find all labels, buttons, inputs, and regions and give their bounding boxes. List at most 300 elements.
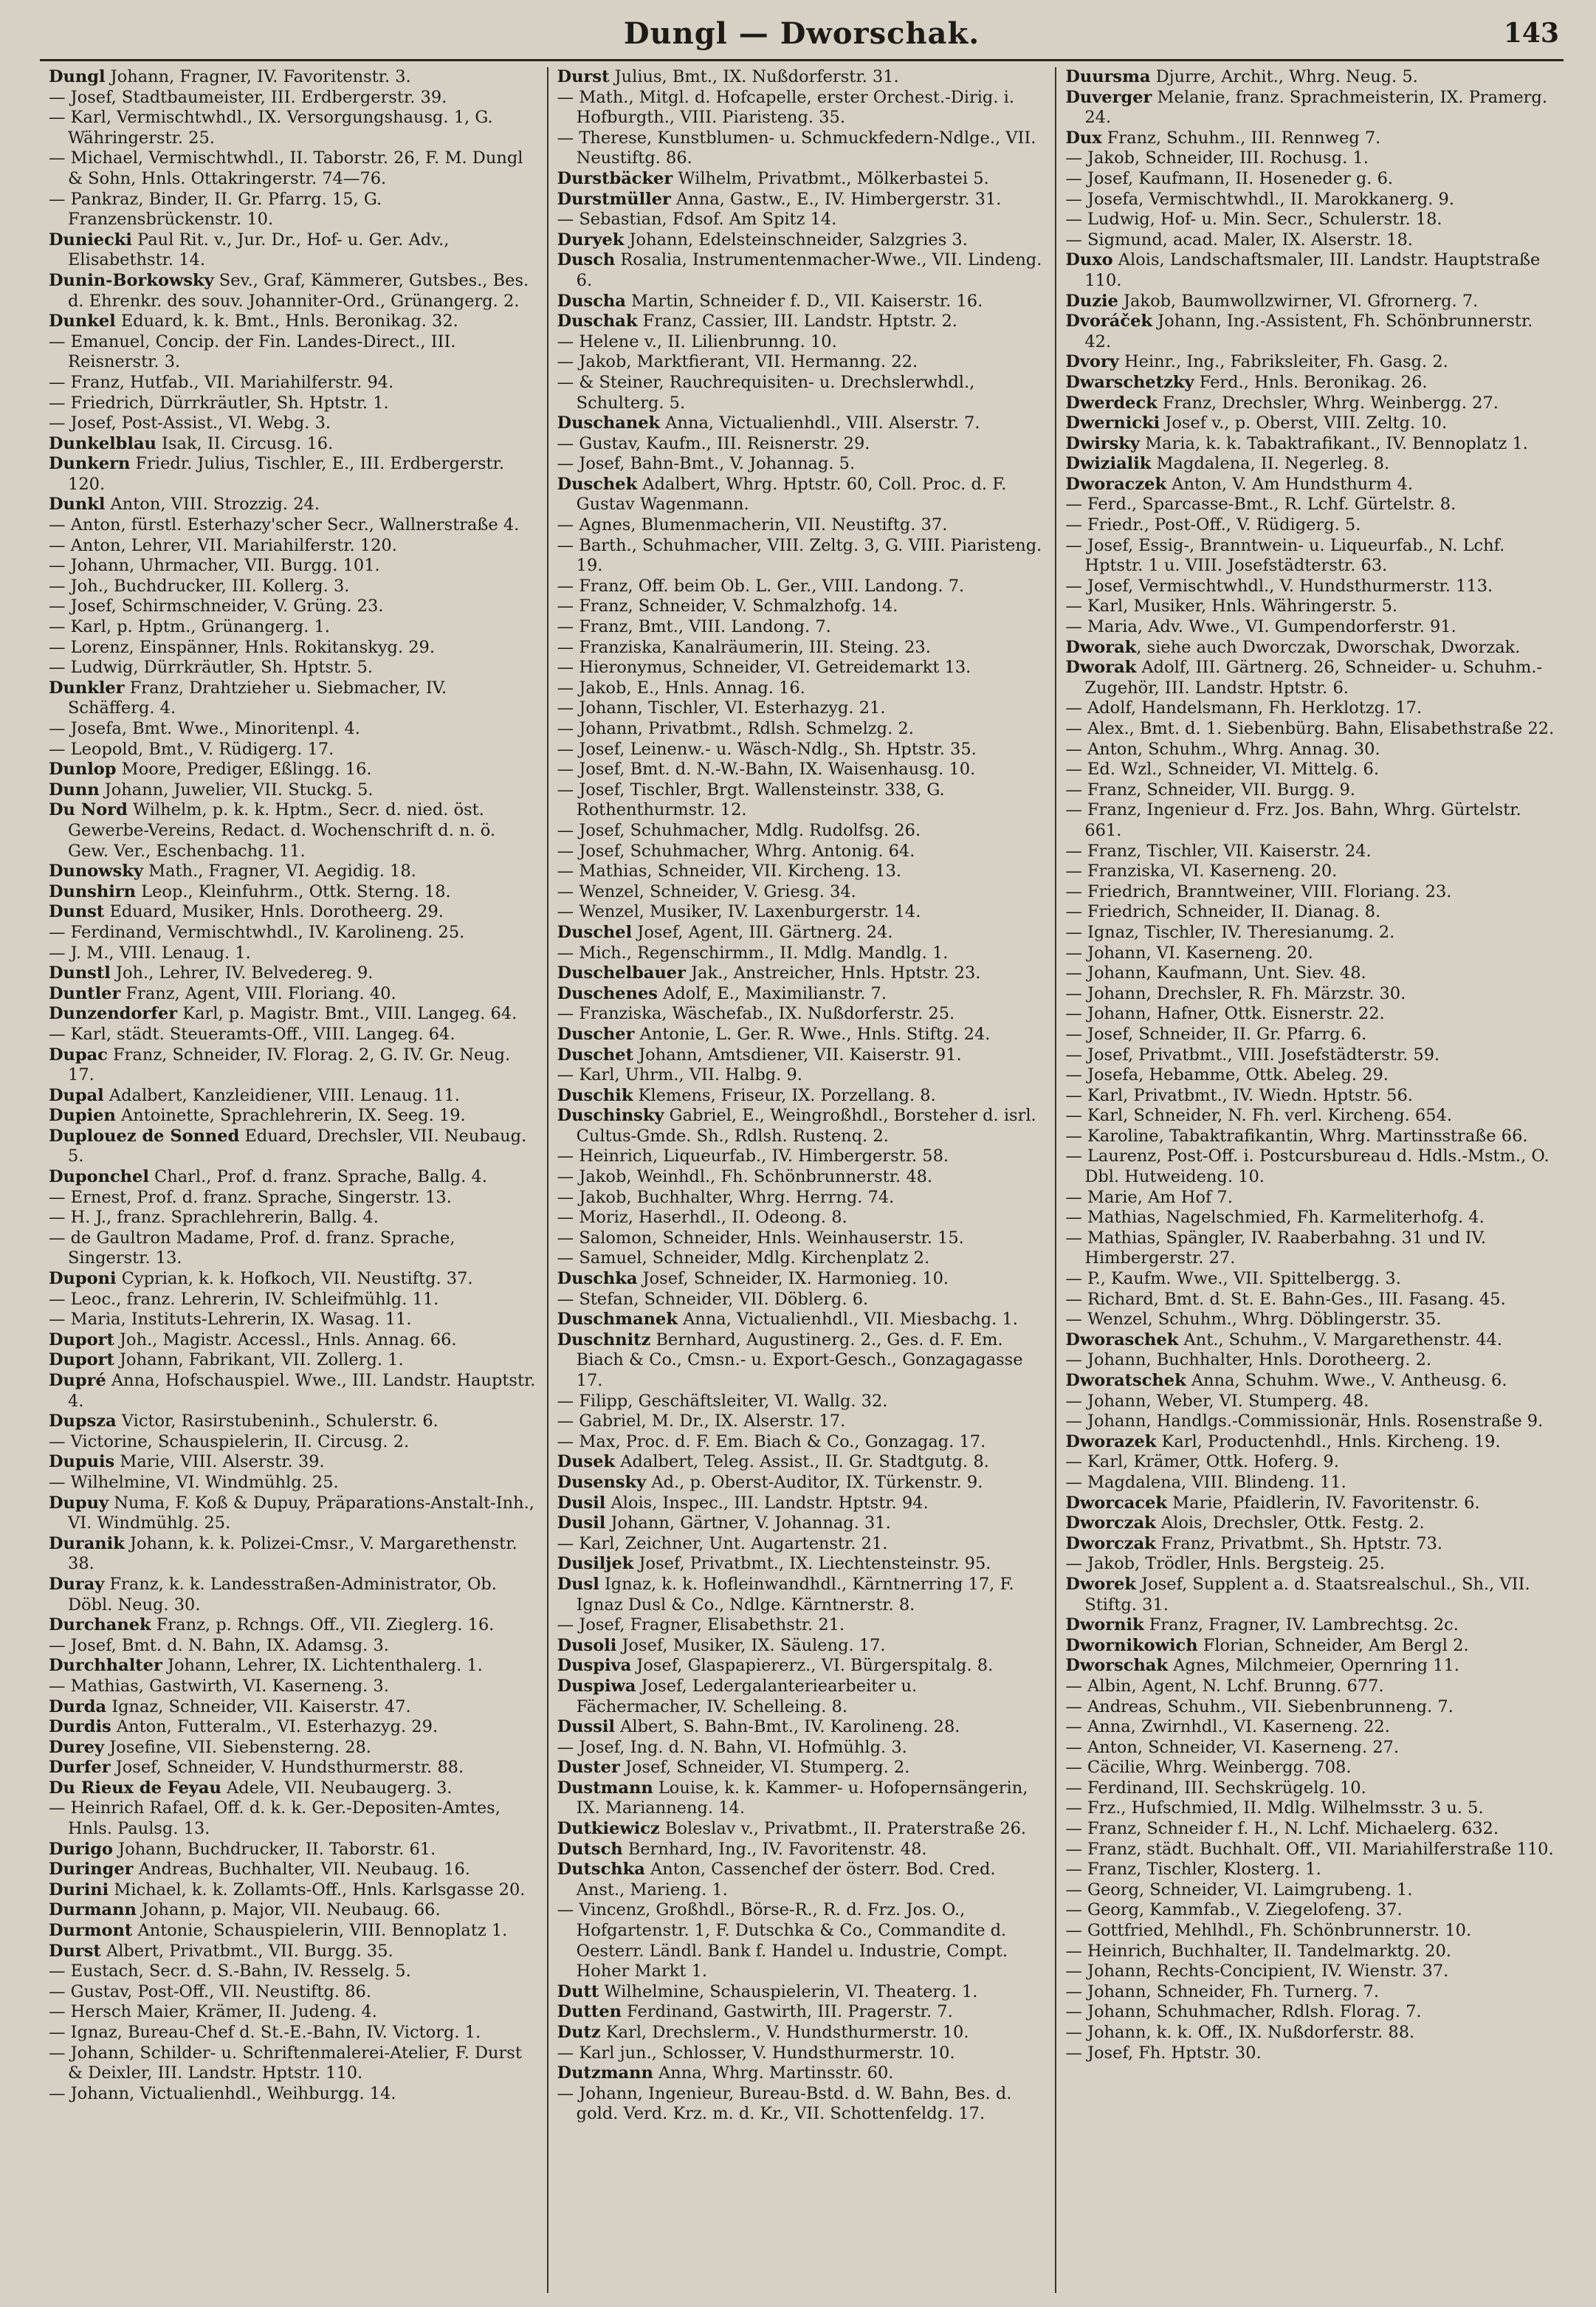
entry-text: — Michael, Vermischtwhdl., II. Taborstr. 26, F. M. Dungl & Sohn, Hnls. Ottakringerstr. 74—76. [49, 148, 523, 188]
entry-text: Johann, Fabrikant, VII. Zollerg. 1. [114, 1350, 404, 1370]
directory-entry [557, 862, 1047, 882]
directory-entry [557, 454, 1047, 475]
entry-text: — Josefa, Hebamme, Ottk. Abeleg. 29. [1065, 1065, 1389, 1085]
entry-surname: Dworczak [1065, 1533, 1156, 1553]
directory-entry [49, 393, 538, 414]
entry-text: — Math., Mitgl. d. Hofcapelle, erster Orchest.-Dirig. i. Hofburgth., VIII. Piaristeng. 35. [557, 87, 1014, 128]
directory-entry [1065, 719, 1555, 740]
directory-entry [49, 1717, 538, 1738]
entry-surname: Durey [49, 1737, 105, 1757]
entry-text: Karl, p. Magistr. Bmt., VIII. Langeg. 64. [177, 1004, 517, 1024]
directory-entry [557, 821, 1047, 842]
directory-entry [557, 1290, 1047, 1310]
entry-text: — Josef, Vermischtwhdl., V. Hundsthurmerstr. 113. [1065, 576, 1493, 596]
directory-entry [1065, 250, 1555, 291]
directory-entry [49, 1962, 538, 1982]
entry-surname: Dussil [557, 1717, 615, 1737]
directory-entry [1065, 882, 1555, 903]
entry-surname: Duster [557, 1758, 620, 1778]
entry-surname: Dutt [557, 1981, 599, 2001]
entry-text: Josefine, VII. Siebensterng. 28. [104, 1737, 371, 1757]
entry-text: — Franziska, VI. Kaserneng. 20. [1065, 862, 1338, 881]
entry-text: Johann, p. Major, VII. Neubaug. 66. [136, 1900, 441, 1920]
entry-text: Adolf, E., Maximilianstr. 7. [657, 983, 887, 1003]
entry-text: Johann, Lehrer, IX. Lichtenthalerg. 1. [162, 1656, 483, 1676]
directory-entry [1065, 596, 1555, 617]
entry-text: — Mathias, Schneider, VII. Kircheng. 13. [557, 862, 902, 881]
entry-surname: Dwerdeck [1065, 393, 1158, 413]
entry-text: — Franz, Hutfab., VII. Mariahilferstr. 94. [49, 372, 394, 392]
entry-surname: Durst [49, 1941, 101, 1961]
entry-text: — Franz, Tischler, VII. Kaiserstr. 24. [1065, 841, 1372, 861]
entry-text: Florian, Schneider, Am Bergl 2. [1197, 1635, 1469, 1655]
directory-entry [1065, 413, 1555, 434]
directory-entry [1065, 1575, 1555, 1615]
directory-entry [1065, 1004, 1555, 1025]
entry-text: — Josef, Ing. d. N. Bahn, VI. Hofmühlg. 3. [557, 1737, 907, 1757]
directory-entry [1065, 454, 1555, 475]
entry-text: Antonie, L. Ger. R. Wwe., Hnls. Stiftg. 24. [634, 1024, 991, 1044]
entry-text: Adalbert, Whrg. Hptstr. 60, Coll. Proc. d. F. Gustav Wagenmann. [576, 474, 1007, 515]
entry-surname: Durmann [49, 1900, 137, 1920]
entry-surname: Duponchel [49, 1167, 149, 1187]
entry-surname: Dusoli [557, 1635, 617, 1655]
directory-entry [49, 1758, 538, 1778]
entry-text: — Friedrich, Dürrkräutler, Sh. Hptstr. 1. [49, 393, 389, 413]
directory-entry [1065, 2002, 1555, 2023]
entry-text: Victor, Rasirstubeninh., Schulerstr. 6. [116, 1412, 438, 1431]
directory-entry [557, 1167, 1047, 1188]
entry-text: Heinr., Ing., Fabriksleiter, Fh. Gasg. 2. [1118, 352, 1448, 372]
entry-text: Ferdinand, Gastwirth, III. Pragerstr. 7. [622, 2002, 953, 2022]
directory-entry [557, 1248, 1047, 1269]
entry-text: — Maria, Adv. Wwe., VI. Gumpendorferstr. 91. [1065, 617, 1456, 637]
entry-surname: Duschanek [557, 413, 661, 433]
entry-text: — Johann, Drechsler, R. Fh. Märzstr. 30. [1065, 983, 1406, 1003]
directory-entry [557, 292, 1047, 312]
entry-text: — Ed. Wzl., Schneider, VI. Mittelg. 6. [1065, 760, 1380, 780]
entry-text: Louise, k. k. Kammer- u. Hofopernsängerin, IX. Marianneng. 14. [576, 1778, 1028, 1818]
entry-text: Ignaz, k. k. Hofleinwandhdl., Kärntnerring 17, F. Ignaz Dusl & Co., Ndlge. Kärntnerstr. 8. [576, 1574, 1014, 1615]
entry-text: — Karl, Uhrm., VII. Halbg. 9. [557, 1065, 802, 1085]
entry-text: — Johann, Hafner, Ottk. Eisnerstr. 22. [1065, 1004, 1385, 1024]
directory-entry [49, 1636, 538, 1657]
entry-text: — Johann, Victualienhdl., Weihburgg. 14. [49, 2083, 396, 2103]
entry-surname: Durchanek [49, 1615, 151, 1635]
entry-surname: Dwornikowich [1065, 1635, 1198, 1655]
directory-entry [49, 1677, 538, 1697]
entry-text: — Johann, Weber, VI. Stumperg. 48. [1065, 1391, 1369, 1411]
entry-surname: Dux [1065, 128, 1102, 148]
entry-text: — Anton, Lehrer, VII. Mariahilferstr. 120. [49, 535, 397, 555]
directory-entry [1065, 1412, 1555, 1432]
directory-entry [49, 1534, 538, 1575]
directory-entry [49, 1860, 538, 1880]
entry-text: — Karl, Schneider, N. Fh. verl. Kircheng. 654. [1065, 1106, 1452, 1126]
directory-entry [1065, 1350, 1555, 1371]
directory-entry [1065, 740, 1555, 760]
directory-entry [557, 638, 1047, 659]
entry-surname: Dupuy [49, 1493, 109, 1513]
entry-surname: Dunin-Borkowsky [49, 270, 214, 290]
directory-entry [1065, 1900, 1555, 1921]
directory-entry [1065, 292, 1555, 312]
entry-surname: Duursma [1065, 67, 1151, 86]
entry-text: — Wilhelmine, VI. Windmühlg. 25. [49, 1472, 339, 1492]
directory-entry [49, 230, 538, 271]
directory-entry [557, 2043, 1047, 2064]
entry-surname: Du Rieux de Feyau [49, 1778, 221, 1798]
entry-text: — Eustach, Secr. d. S.-Bahn, IV. Resselg. 5. [49, 1962, 411, 1981]
entry-surname: Dungl [49, 67, 106, 86]
directory-entry [1065, 1432, 1555, 1453]
directory-entry [1065, 1982, 1555, 2003]
entry-text: Eduard, k. k. Bmt., Hnls. Beronikag. 32. [115, 312, 458, 331]
entry-surname: Dworschak [1065, 1656, 1168, 1676]
entry-text: — Josef, Stadtbaumeister, III. Erdbergerstr. 39. [49, 87, 447, 107]
directory-entry [557, 332, 1047, 353]
directory-entry [49, 984, 538, 1005]
entry-text: Anna, Whrg. Martinsstr. 60. [653, 2063, 894, 2083]
entry-text: Josef, Glaspapiererz., VI. Bürgerspitalg. 8. [631, 1656, 994, 1676]
entry-text: Franz, Drechsler, Whrg. Weinbergg. 27. [1157, 393, 1499, 413]
entry-text: Jakob, Baumwollzwirner, VI. Gfrornerg. 7. [1118, 291, 1479, 311]
entry-text: Anton, V. Am Hundsthurm 4. [1166, 474, 1413, 494]
entry-text: — Friedrich, Schneider, II. Dianag. 8. [1065, 902, 1381, 922]
directory-entry [557, 1636, 1047, 1657]
entry-text: Wilhelm, p. k. k. Hptm., Secr. d. nied. öst. Gewerbe-Vereins, Redact. d. Wochenschrift d. n. ö. Gew. Ver., Eschenbachg. 11. [68, 800, 496, 861]
directory-entry [557, 1412, 1047, 1432]
entry-text: — Franz, Schneider, VII. Burgg. 9. [1065, 780, 1355, 800]
entry-text: Ferd., Hnls. Beronikag. 26. [1194, 372, 1428, 392]
entry-text: — Leopold, Bmt., V. Rüdigerg. 17. [49, 739, 334, 759]
entry-text: — Salomon, Schneider, Hnls. Weinhauserstr. 15. [557, 1228, 964, 1248]
directory-entry [557, 1840, 1047, 1860]
entry-surname: Dworazek [1065, 1431, 1157, 1451]
entry-surname: Durchhalter [49, 1656, 162, 1676]
entry-text: Anton, VIII. Strozzig. 24. [105, 495, 320, 515]
entry-text: — Mathias, Nagelschmied, Fh. Karmeliterhofg. 4. [1065, 1208, 1485, 1228]
directory-entry [49, 780, 538, 801]
directory-entry [1065, 800, 1555, 841]
entry-text: — Ignaz, Tischler, IV. Theresianumg. 2. [1065, 922, 1395, 942]
entry-surname: Dunst [49, 902, 105, 922]
directory-entry [1065, 1636, 1555, 1657]
entry-text: Alois, Landschaftsmaler, III. Landstr. Hauptstraße 110. [1084, 250, 1541, 290]
entry-text: — H. J., franz. Sprachlehrerin, Ballg. 4. [49, 1208, 379, 1228]
directory-entry [557, 1717, 1047, 1738]
entry-text: — Samuel, Schneider, Mdlg. Kirchenplatz 2. [557, 1248, 930, 1268]
entry-text: — Franz, Schneider f. H., N. Lchf. Michaelerg. 632. [1065, 1819, 1499, 1839]
entry-surname: Dunzendorfer [49, 1004, 178, 1024]
entry-text: — Johann, Schuhmacher, Rdlsh. Florag. 7. [1065, 2002, 1422, 2022]
entry-surname: Dutsch [557, 1839, 623, 1859]
entry-surname: Duspiwa [557, 1676, 636, 1696]
directory-entry [557, 2023, 1047, 2043]
directory-entry [557, 882, 1047, 903]
entry-text: — Josefa, Bmt. Wwe., Minoritenpl. 4. [49, 719, 360, 738]
directory-entry [49, 1452, 538, 1473]
directory-entry [557, 413, 1047, 434]
entry-surname: Durfer [49, 1758, 111, 1778]
entry-text: Anna, Victualienhdl., VII. Miesbachg. 1. [677, 1310, 1018, 1330]
directory-entry [557, 1146, 1047, 1167]
directory-entry [557, 1452, 1047, 1473]
entry-text: Rosalia, Instrumentenmacher-Wwe., VII. Lindeng. 6. [576, 250, 1042, 290]
entry-surname: Duschel [557, 922, 633, 942]
entry-text: Josef, Privatbmt., IX. Liechtensteinstr. 95. [633, 1554, 991, 1574]
directory-entry [557, 1025, 1047, 1045]
entry-text: — Heinrich, Buchhalter, II. Tandelmarktg. 20. [1065, 1941, 1451, 1961]
entry-text: Bernhard, Augustinerg. 2., Ges. d. F. Em. Biach & Co., Cmsn.- u. Export-Gesch., Gonzagagasse 17. [576, 1330, 1023, 1390]
directory-entry [49, 1188, 538, 1208]
entry-surname: Dunkl [49, 495, 106, 515]
directory-entry [557, 2002, 1047, 2023]
directory-entry [557, 923, 1047, 943]
entry-text: — Max, Proc. d. F. Em. Biach & Co., Gonzagag. 17. [557, 1431, 986, 1451]
entry-surname: Duscher [557, 1024, 635, 1044]
entry-text: — Ferdinand, III. Sechskrügelg. 10. [1065, 1778, 1366, 1798]
directory-entry [49, 800, 538, 862]
entry-text: — Karl, Vermischtwhdl., IX. Versorgungshausg. 1, G. Währingerstr. 25. [49, 108, 493, 148]
directory-entry [49, 740, 538, 760]
entry-surname: Dvory [1065, 352, 1119, 372]
directory-entry [557, 1554, 1047, 1575]
entry-surname: Dunkern [49, 454, 131, 474]
directory-entry [557, 902, 1047, 923]
entry-text: Boleslav v., Privatbmt., II. Praterstraße 26. [659, 1819, 1027, 1839]
entry-text: Gabriel, E., Weingroßhdl., Borsteher d. isrl. Cultus-Gmde. Sh., Rdlsh. Rustenq. 2. [576, 1106, 1036, 1146]
entry-text: — Adolf, Handelsmann, Fh. Herklotzg. 17. [1065, 698, 1423, 718]
entry-text: — Josef, Post-Assist., VI. Webg. 3. [49, 413, 331, 433]
directory-entry [1065, 1962, 1555, 1982]
entry-text: — Jakob, Schneider, III. Rochusg. 1. [1065, 148, 1369, 168]
entry-surname: Dutz [557, 2023, 601, 2042]
entry-surname: Duntler [49, 983, 121, 1003]
directory-entry [557, 434, 1047, 455]
entry-surname: Duxo [1065, 250, 1113, 270]
entry-text: Cyprian, k. k. Hofkoch, VII. Neustiftg. 37. [116, 1269, 473, 1289]
directory-entry [557, 67, 1047, 88]
entry-surname: Duverger [1065, 87, 1152, 107]
entry-text: Johann, Edelsteinschneider, Salzgries 3. [624, 230, 968, 250]
directory-entry [49, 2023, 538, 2043]
entry-text: — Mathias, Spängler, IV. Raaberbahng. 31 und IV. Himbergerstr. 27. [1065, 1228, 1487, 1268]
directory-entry [1065, 1127, 1555, 1147]
directory-entry [1065, 1473, 1555, 1493]
directory-entry [557, 719, 1047, 740]
entry-text: — Johann, Schilder- u. Schriftenmalerei-Atelier, F. Durst & Deixler, III. Landstr. Hptstr. 110. [49, 2043, 522, 2083]
entry-text: Marie, Pfaidlerin, IV. Favoritenstr. 6. [1166, 1493, 1480, 1513]
entry-surname: Dupac [49, 1045, 108, 1065]
entry-surname: Dusl [557, 1574, 599, 1594]
entry-surname: Dworak [1065, 658, 1137, 678]
entry-surname: Dupien [49, 1106, 116, 1126]
directory-entry [49, 2002, 538, 2023]
directory-entry [557, 596, 1047, 617]
directory-entry [557, 169, 1047, 190]
directory-entry [557, 536, 1047, 577]
entry-text: Josef, Schneider, V. Hundsthurmerstr. 88. [110, 1758, 464, 1778]
entry-surname: Duschka [557, 1269, 638, 1289]
directory-entry [49, 1228, 538, 1269]
entry-text: — Laurenz, Post-Off. i. Postcursbureau d. Hdls.-Mstm., O. Dbl. Hutweideng. 10. [1065, 1146, 1549, 1187]
entry-text: — Victorine, Schauspielerin, II. Circusg. 2. [49, 1431, 410, 1451]
entry-text: Adalbert, Kanzleidiener, VIII. Lenaug. 11. [103, 1085, 460, 1105]
entry-text: — Jakob, Trödler, Hnls. Bergsteig. 25. [1065, 1554, 1385, 1574]
entry-text: — Magdalena, VIII. Blindeng. 11. [1065, 1472, 1346, 1492]
entry-surname: Duplouez de Sonned [49, 1126, 240, 1146]
directory-entry [557, 230, 1047, 251]
entry-text: — Sigmund, acad. Maler, IX. Alserstr. 18. [1065, 230, 1413, 250]
directory-entry [1065, 312, 1555, 352]
entry-surname: Duschinsky [557, 1106, 664, 1126]
directory-entry [557, 475, 1047, 515]
entry-text: Anna, Victualienhdl., VIII. Alserstr. 7. [660, 413, 980, 433]
entry-text: Friedr. Julius, Tischler, E., III. Erdbergerstr. 120. [68, 454, 504, 494]
entry-surname: Du Nord [49, 800, 128, 820]
entry-surname: Dunowsky [49, 862, 143, 881]
directory-entry [1065, 1860, 1555, 1880]
entry-text: — Mich., Regenschirmm., II. Mdlg. Mandlg. 1. [557, 943, 949, 963]
directory-entry [557, 1738, 1047, 1758]
entry-text: Adolf, III. Gärtnerg. 26, Schneider- u. Schuhm.-Zugehör, III. Landstr. Hptstr. 6. [1084, 658, 1543, 698]
entry-text: Karl, Productenhdl., Hnls. Kircheng. 19. [1156, 1431, 1501, 1451]
directory-entry [557, 1045, 1047, 1066]
entry-text: Johann, Amtsdiener, VII. Kaiserstr. 91. [633, 1045, 962, 1065]
entry-surname: Durda [49, 1696, 107, 1716]
entry-text: Johann, Ing.-Assistent, Fh. Schönbrunnerstr. 42. [1084, 312, 1533, 351]
entry-text: — Franz, Schneider, V. Schmalzhofg. 14. [557, 596, 898, 616]
directory-entry [1065, 2043, 1555, 2064]
directory-entry [1065, 169, 1555, 190]
entry-surname: Duschnitz [557, 1330, 651, 1350]
entry-text: — Franziska, Kanalräumerin, III. Steing. 23. [557, 637, 931, 657]
entry-text: — Hersch Maier, Krämer, II. Judeng. 4. [49, 2002, 377, 2022]
entry-surname: Dwornik [1065, 1615, 1144, 1635]
directory-entry [49, 1208, 538, 1228]
entry-text: — Anton, Schneider, VI. Kaserneng. 27. [1065, 1737, 1400, 1757]
directory-entry [49, 1350, 538, 1371]
directory-entry [1065, 1656, 1555, 1677]
entry-text: Johann, k. k. Polizei-Cmsr., V. Margarethenstr. 38. [68, 1533, 517, 1574]
directory-entry [49, 67, 538, 88]
entry-text: — Franz, Tischler, Klosterg. 1. [1065, 1860, 1321, 1880]
entry-text: — Albin, Agent, N. Lchf. Brunng. 677. [1065, 1676, 1384, 1696]
entry-text: — Johann, Privatbmt., Rdlsh. Schmelzg. 2. [557, 719, 914, 738]
entry-text: — Leoc., franz. Lehrerin, IV. Schleifmühlg. 11. [49, 1289, 439, 1309]
directory-entry [557, 1819, 1047, 1840]
entry-surname: Dwarschetzky [1065, 372, 1194, 392]
directory-entry [1065, 1228, 1555, 1269]
directory-entry [1065, 67, 1555, 88]
directory-entry [49, 638, 538, 659]
column-3 [1055, 67, 1564, 2293]
directory-entry [1065, 393, 1555, 414]
entry-text: — Ferd., Sparcasse-Bmt., R. Lchf. Gürtelstr. 8. [1065, 495, 1456, 515]
entry-text: — Therese, Kunstblumen- u. Schmuckfedern-Ndlge., VII. Neustiftg. 86. [557, 128, 1036, 168]
directory-entry [49, 1412, 538, 1432]
entry-text: Josef v., p. Oberst, VIII. Zeltg. 10. [1160, 413, 1448, 433]
directory-entry [49, 1493, 538, 1534]
directory-entry [49, 271, 538, 312]
directory-entry [1065, 1534, 1555, 1555]
directory-entry [49, 1086, 538, 1107]
directory-entry [49, 1127, 538, 1167]
entry-text: Bernhard, Ing., IV. Favoritenstr. 48. [622, 1839, 927, 1859]
entry-text: — Georg, Kammfab., V. Ziegelofeng. 37. [1065, 1900, 1403, 1920]
entry-surname: Dutten [557, 2002, 622, 2022]
columns [40, 67, 1564, 2293]
entry-surname: Dunkler [49, 678, 125, 698]
directory-entry [49, 2084, 538, 2105]
directory-entry [49, 1656, 538, 1677]
directory-entry [1065, 1840, 1555, 1860]
entry-text: Djurre, Archit., Whrg. Neug. 5. [1150, 67, 1418, 86]
directory-entry [557, 842, 1047, 862]
entry-text: — Josef, Tischler, Brgt. Wallensteinstr. 338, G. Rothenthurmstr. 12. [557, 780, 945, 820]
entry-text: — Josef, Schirmschneider, V. Grüng. 23. [49, 596, 384, 616]
directory-entry [49, 1167, 538, 1188]
entry-surname: Duport [49, 1350, 114, 1370]
entry-surname: Durstbäcker [557, 168, 673, 188]
entry-text: Magdalena, II. Negerleg. 8. [1151, 454, 1390, 474]
entry-surname: Dunstl [49, 963, 111, 983]
entry-surname: Dvoráček [1065, 312, 1152, 331]
entry-text: — Richard, Bmt. d. St. E. Bahn-Ges., III. Fasang. 45. [1065, 1289, 1506, 1309]
directory-entry [1065, 1677, 1555, 1697]
directory-entry [1065, 984, 1555, 1005]
entry-text: — Cäcilie, Whrg. Weinbergg. 708. [1065, 1758, 1352, 1778]
column-1 [40, 67, 547, 2293]
entry-text: — Stefan, Schneider, VII. Döblerg. 6. [557, 1289, 869, 1309]
directory-entry [49, 373, 538, 393]
entry-surname: Dunkel [49, 312, 116, 331]
entry-text: — Moriz, Haserhdl., II. Odeong. 8. [557, 1208, 847, 1228]
entry-text: — Josefa, Vermischtwhdl., II. Marokkanerg. 9. [1065, 189, 1454, 209]
entry-text: — Friedr., Post-Off., V. Rüdigerg. 5. [1065, 515, 1361, 535]
entry-text: Wilhelmine, Schauspielerin, VI. Theaterg. 1. [599, 1981, 978, 2001]
directory-entry [1065, 760, 1555, 780]
entry-surname: Duschenes [557, 983, 658, 1003]
entry-text: — Heinrich, Liqueurfab., IV. Himbergerstr. 58. [557, 1146, 949, 1166]
directory-entry [1065, 1697, 1555, 1718]
directory-entry [557, 515, 1047, 536]
entry-surname: Duniecki [49, 230, 132, 250]
entry-text: — Josef, Bmt. d. N.-W.-Bahn, IX. Waisenhausg. 10. [557, 760, 976, 780]
directory-entry [1065, 1086, 1555, 1107]
directory-entry [557, 1758, 1047, 1778]
directory-entry [1065, 1819, 1555, 1840]
directory-entry [1065, 128, 1555, 149]
entry-text: Anna, Gastw., E., IV. Himbergerstr. 31. [670, 189, 1002, 209]
directory-entry [1065, 2023, 1555, 2043]
directory-entry [49, 882, 538, 903]
directory-entry [49, 413, 538, 434]
directory-entry [49, 1615, 538, 1636]
directory-entry [1065, 1493, 1555, 1514]
entry-text: — Karl, städt. Steueramts-Off., VIII. Langeg. 64. [49, 1024, 455, 1044]
directory-entry [1065, 862, 1555, 882]
entry-surname: Durigo [49, 1839, 114, 1859]
directory-entry [1065, 1208, 1555, 1228]
directory-entry [557, 1615, 1047, 1636]
entry-text: Leop., Kleinfuhrm., Ottk. Sterng. 18. [136, 881, 451, 901]
entry-text: — Wenzel, Musiker, IV. Laxenburgerstr. 14. [557, 902, 921, 922]
directory-entry [49, 1880, 538, 1901]
directory-entry [49, 760, 538, 780]
entry-text: Klemens, Friseur, IX. Porzellang. 8. [633, 1085, 936, 1105]
